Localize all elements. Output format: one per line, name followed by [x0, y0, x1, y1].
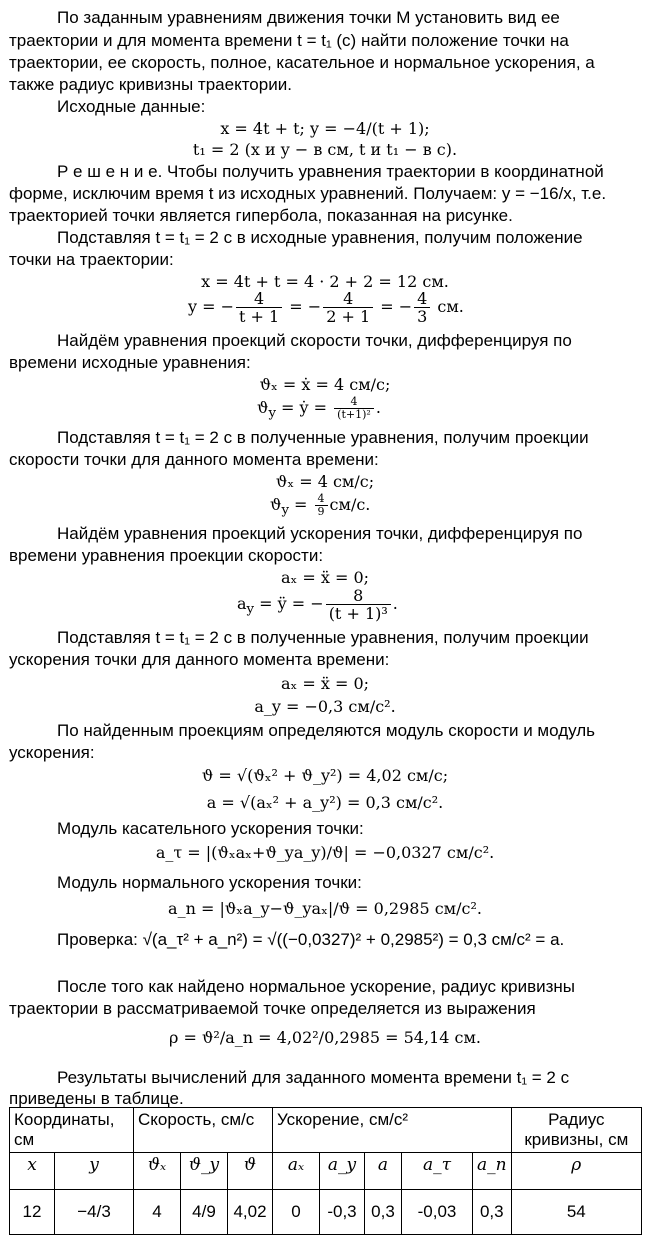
- table-cell: 4/9: [181, 1190, 228, 1235]
- table-cell: a_y: [320, 1153, 365, 1190]
- table-cell: a: [365, 1153, 402, 1190]
- table-header-cell: Координаты, см: [10, 1108, 134, 1153]
- table-header-cell: Ускорение, см/с²: [273, 1108, 512, 1153]
- text-line: траектории в рассматриваемой точке определяется из выражения: [9, 999, 536, 1018]
- text-line: приведены в таблице.: [9, 1089, 184, 1108]
- table-header-cell: Радиус кривизны, см: [511, 1108, 641, 1153]
- table-cell: 12: [10, 1190, 55, 1235]
- equation: a_n = |ϑₓa_y−ϑ_yaₓ|/ϑ = 0,2985 см/с².: [168, 899, 482, 918]
- table-cell: y: [55, 1153, 134, 1190]
- equation: a_y = −0,3 см/с².: [254, 697, 396, 716]
- text-line: Р е ш е н и е. Чтобы получить уравнения траектории в координатной: [57, 162, 604, 181]
- text-line: После того как найдено нормальное ускорение, радиус кривизны: [57, 977, 576, 996]
- equation: a = √(aₓ² + a_y²) = 0,3 см/с².: [206, 793, 444, 812]
- text-line: времени исходные уравнения:: [9, 353, 251, 372]
- text-line: Подставляя t = t₁ = 2 c в исходные уравнения, получим положение: [57, 228, 583, 247]
- text-line: форме, исключим время t из исходных уравнений. Получаем: y = −16/x, т.е.: [9, 184, 607, 203]
- text-line: скорости точки для данного момента времени:: [9, 450, 379, 469]
- text-line: Найдём уравнения проекций скорости точки, дифференцируя по: [57, 331, 572, 350]
- table-cell: -0,3: [320, 1190, 365, 1235]
- table-cell: aₓ: [273, 1153, 320, 1190]
- table-cell: 4: [134, 1190, 181, 1235]
- equation: ϑ = √(ϑₓ² + ϑ_y²) = 4,02 см/с;: [201, 766, 449, 785]
- text-line: точки на траектории:: [9, 250, 174, 269]
- results-table: [9, 1107, 642, 1235]
- equation: aₓ = ẍ = 0;: [280, 674, 370, 693]
- table-cell: ϑ_y: [181, 1153, 228, 1190]
- equation-ay: $a_y$ = ÿ = − $\frac{8}{\text{(t + 1)³}}$ .: [237, 586, 398, 623]
- table-cell: a_τ: [402, 1153, 473, 1190]
- text-line: По найденным проекциям определяются модуль скорости и модуль: [57, 721, 596, 740]
- equation: ρ = ϑ²/a_n = 4,02²/0,2985 = 54,14 см.: [168, 1028, 482, 1047]
- check-line: Проверка: √(a_τ² + a_n²) = √((−0,0327)² + 0,2985²) = 0,3 см/с² = a.: [57, 930, 565, 949]
- table-row: [10, 1190, 642, 1235]
- text-line: Модуль нормального ускорения точки:: [57, 873, 362, 892]
- table-cell: 54: [511, 1190, 641, 1235]
- table-cell: ρ: [511, 1153, 641, 1190]
- table-cell: x: [10, 1153, 55, 1190]
- text-line: Исходные данные:: [57, 97, 206, 116]
- equation: x = 4t + t = 4 · 2 + 2 = 12 см.: [201, 272, 449, 291]
- table-header-cell: Скорость, см/с: [134, 1108, 273, 1153]
- text-line: ускорения точки для данного момента времени:: [9, 650, 390, 669]
- text-line: Результаты вычислений для заданного момента времени t₁ = 2 с: [57, 1068, 570, 1087]
- text-line: траекторией точки является гипербола, показанная на рисунке.: [9, 206, 513, 225]
- equation-vy: $ϑ_y$ = ẏ = $\frac{4}{\text{(t+1)²}}$ .: [257, 395, 381, 422]
- table-cell: -0,03: [402, 1190, 473, 1235]
- text-line: Найдём уравнения проекций ускорения точки, дифференцируя по: [57, 524, 583, 543]
- table-cell: 0: [273, 1190, 320, 1235]
- text-line: Подставляя t = t₁ = 2 c в полученные уравнения, получим проекции: [57, 628, 589, 647]
- table-cell: −4/3: [55, 1190, 134, 1235]
- table-cell: a_n: [473, 1153, 512, 1190]
- text-line: По заданным уравнениям движения точки M установить вид ее: [57, 8, 560, 27]
- table-cell: 0,3: [365, 1190, 402, 1235]
- text-line: также радиус кривизны траектории.: [9, 75, 292, 94]
- table-header-row: [10, 1108, 642, 1153]
- equation-y: y = − $\frac{4}{t + 1}$ = − $\frac{4}{2 + 1}$ = − $\frac{4}{3}$ см.: [188, 289, 464, 326]
- text-line: траектории и для момента времени t = t₁ (с) найти положение точки на: [9, 31, 569, 50]
- equation: ϑₓ = ẋ = 4 см/с;: [259, 375, 391, 394]
- text-line: траектории, ее скорость, полное, касательное и нормальное ускорения, а: [9, 53, 595, 72]
- table-cell: 4,02: [228, 1190, 273, 1235]
- text-line: времени уравнения проекции скорости:: [9, 546, 324, 565]
- table-symbol-row: [10, 1153, 642, 1190]
- text-line: ускорения:: [9, 743, 95, 762]
- text-line: Модуль касательного ускорения точки:: [57, 819, 364, 838]
- equation: t₁ = 2 (x и y − в см, t и t₁ − в с).: [192, 140, 458, 159]
- table-cell: ϑ: [228, 1153, 273, 1190]
- equation-vy-value: $ϑ_y$ = $\frac{4}{9}$ см/с.: [270, 492, 371, 519]
- text-line: Подставляя t = t₁ = 2 c в полученные уравнения, получим проекции: [57, 428, 589, 447]
- table-cell: ϑₓ: [134, 1153, 181, 1190]
- table-cell: 0,3: [473, 1190, 512, 1235]
- equation: ϑₓ = 4 см/с;: [275, 472, 375, 491]
- equation: a_τ = |(ϑₓaₓ+ϑ_ya_y)/ϑ| = −0,0327 см/с².: [155, 843, 495, 862]
- equation: x = 4t + t; y = −4/(t + 1);: [220, 119, 430, 138]
- equation: aₓ = ẍ = 0;: [280, 568, 370, 587]
